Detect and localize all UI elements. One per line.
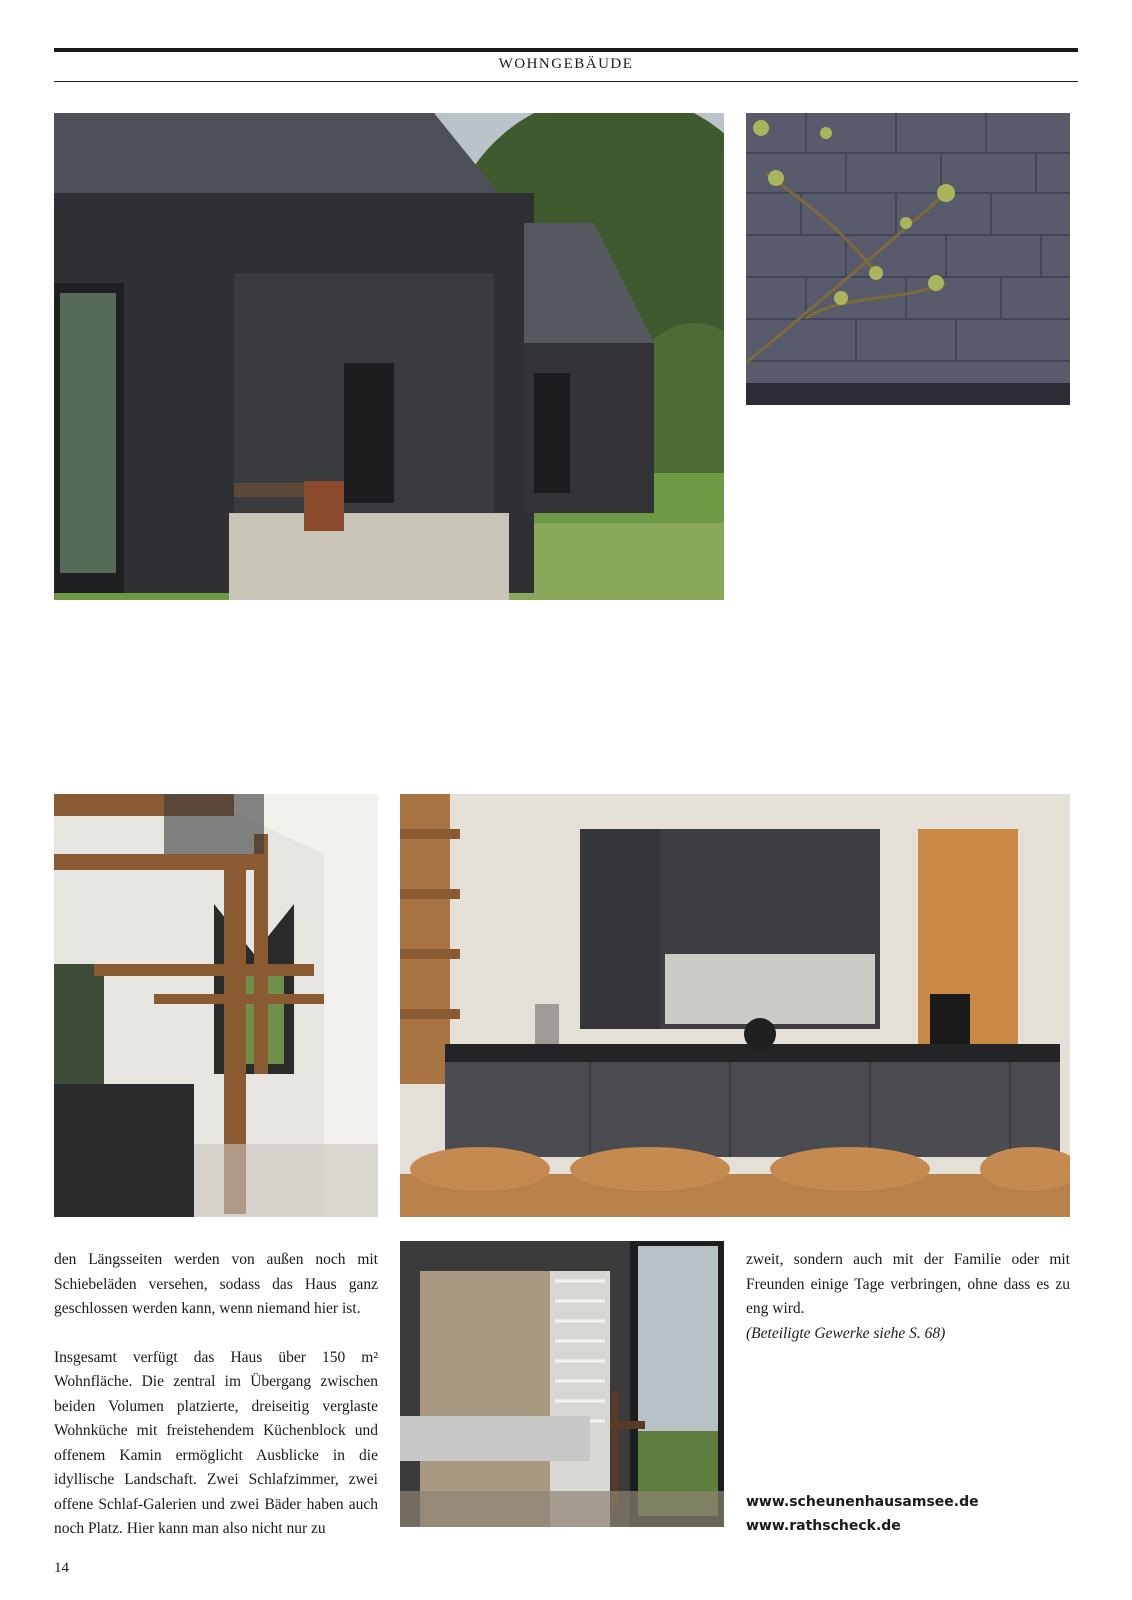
- header-rule-thick: [54, 48, 1078, 52]
- header-rule-thin: [54, 81, 1078, 82]
- section-title: WOHNGEBÄUDE: [498, 56, 634, 72]
- website-links: [746, 1490, 1070, 1538]
- interior-hall-photo: [54, 794, 378, 1217]
- credit-note: (Beteiligte Gewerke siehe S. 68): [746, 1324, 946, 1342]
- website-link[interactable]: www.scheunenhausamsee.de: [746, 1494, 979, 1510]
- exterior-photo: [54, 113, 724, 600]
- text-column-1: [54, 1248, 378, 1542]
- text-column-3: [746, 1248, 1070, 1346]
- paragraph: Insgesamt verfügt das Haus über 150 m² Wohnfläche. Die zentral im Übergang zwischen beiden Volumen platzierte, dreiseitig verglaste Wohnküche mit freistehendem Küchenblock und offenem Kamin ermöglicht Ausblicke in die idyllische Landschaft. Zwei Schlafzimmer, zwei offene Schlaf-Galerien und zwei Bäder haben auch noch Platz. Hier kann man also nicht nur zu: [54, 1348, 378, 1537]
- bathroom-photo: [400, 1241, 724, 1527]
- roof-detail-photo: [746, 113, 1070, 405]
- paragraph: zweit, sondern auch mit der Familie oder mit Freunden einige Tage verbringen, ohne dass es zu eng wird.: [746, 1251, 1070, 1317]
- paragraph: den Längsseiten werden von außen noch mit Schiebeläden versehen, sodass das Haus ganz geschlossen werden kann, wenn niemand hier ist.: [54, 1251, 378, 1317]
- website-link[interactable]: www.rathscheck.de: [746, 1518, 901, 1534]
- page-number: 14: [54, 1560, 69, 1576]
- kitchen-photo: [400, 794, 1070, 1217]
